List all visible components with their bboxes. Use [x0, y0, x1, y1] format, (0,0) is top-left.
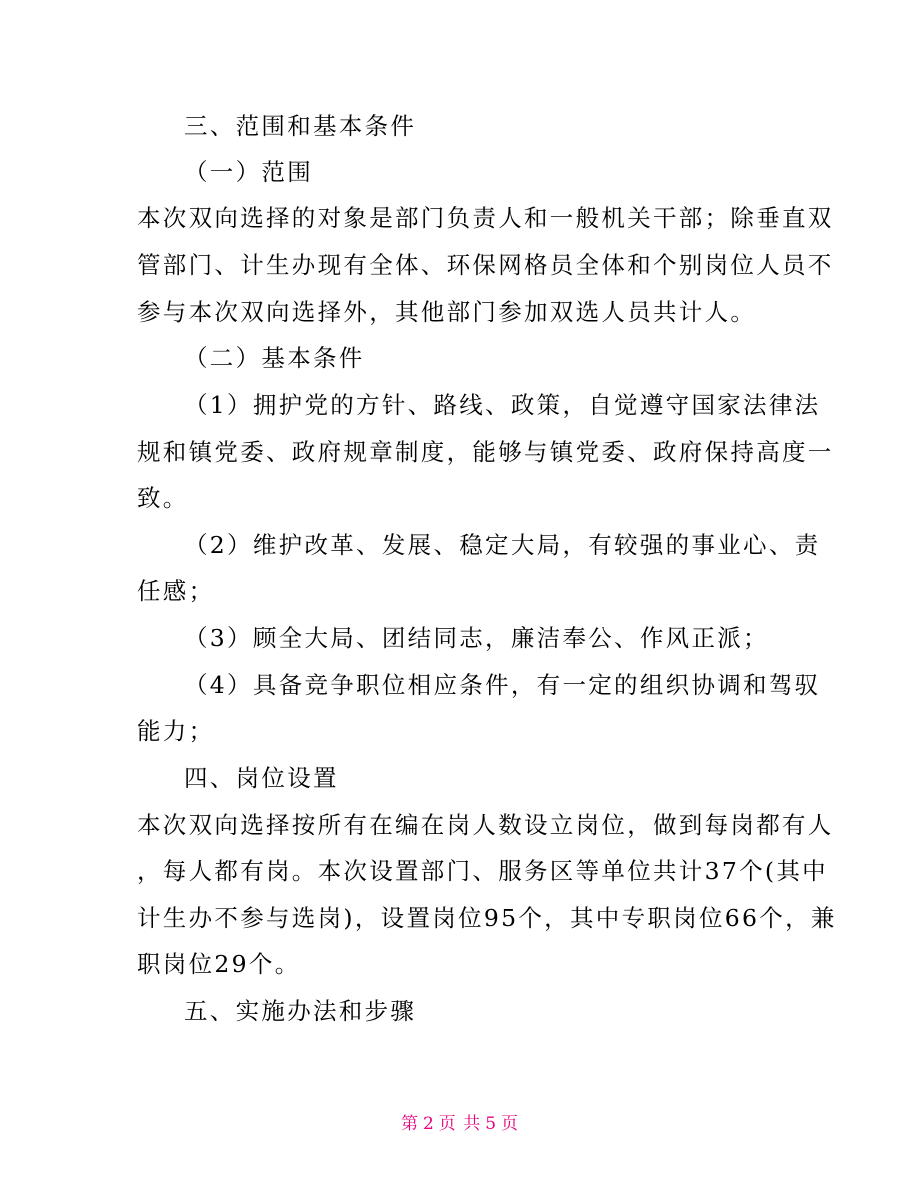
list-item-line: （1）拥护党的方针、路线、政策，自觉遵守国家法律法	[184, 391, 821, 419]
page-footer	[0, 1113, 920, 1135]
paragraph-line: ，每人都有岗。本次设置部门、服务区等单位共计37个(其中	[137, 857, 828, 885]
section-heading-positions: 四、岗位设置	[184, 764, 339, 792]
footer-middle: 页 共	[438, 1114, 482, 1134]
list-item-line: （2）维护改革、发展、稳定大局，有较强的事业心、责	[184, 531, 821, 559]
footer-page-number: 2	[422, 1114, 435, 1134]
list-item-line: 规和镇党委、政府规章制度，能够与镇党委、政府保持高度一	[137, 438, 834, 466]
list-item-line: （4）具备竞争职位相应条件，有一定的组织协调和驾驭	[184, 671, 821, 699]
footer-prefix: 第	[400, 1114, 419, 1134]
paragraph-line: 参与本次双向选择外，其他部门参加双选人员共计人。	[137, 298, 757, 326]
list-item-line: （3）顾全大局、团结同志，廉洁奉公、作风正派；	[184, 624, 769, 652]
paragraph-line: 本次双向选择的对象是部门负责人和一般机关干部；除垂直双	[137, 204, 834, 232]
list-item-line: 任感；	[137, 577, 215, 605]
section-heading-implementation: 五、实施办法和步骤	[184, 997, 417, 1025]
subheading-scope: （一）范围	[184, 158, 313, 186]
section-heading-scope-conditions: 三、范围和基本条件	[184, 112, 417, 140]
list-item-line: 致。	[137, 484, 189, 512]
paragraph-line: 本次双向选择按所有在编在岗人数设立岗位，做到每岗都有人	[137, 811, 834, 839]
footer-suffix: 页	[501, 1114, 520, 1134]
footer-total-pages: 5	[485, 1114, 498, 1134]
paragraph-line: 管部门、计生办现有全体、环保网格员全体和个别岗位人员不	[137, 251, 834, 279]
list-item-line: 能力；	[137, 717, 215, 745]
subheading-basic-conditions: （二）基本条件	[184, 344, 365, 372]
paragraph-line: 计生办不参与选岗)，设置岗位95个，其中专职岗位66个，兼	[137, 904, 837, 932]
paragraph-line: 职岗位29个。	[137, 950, 301, 978]
